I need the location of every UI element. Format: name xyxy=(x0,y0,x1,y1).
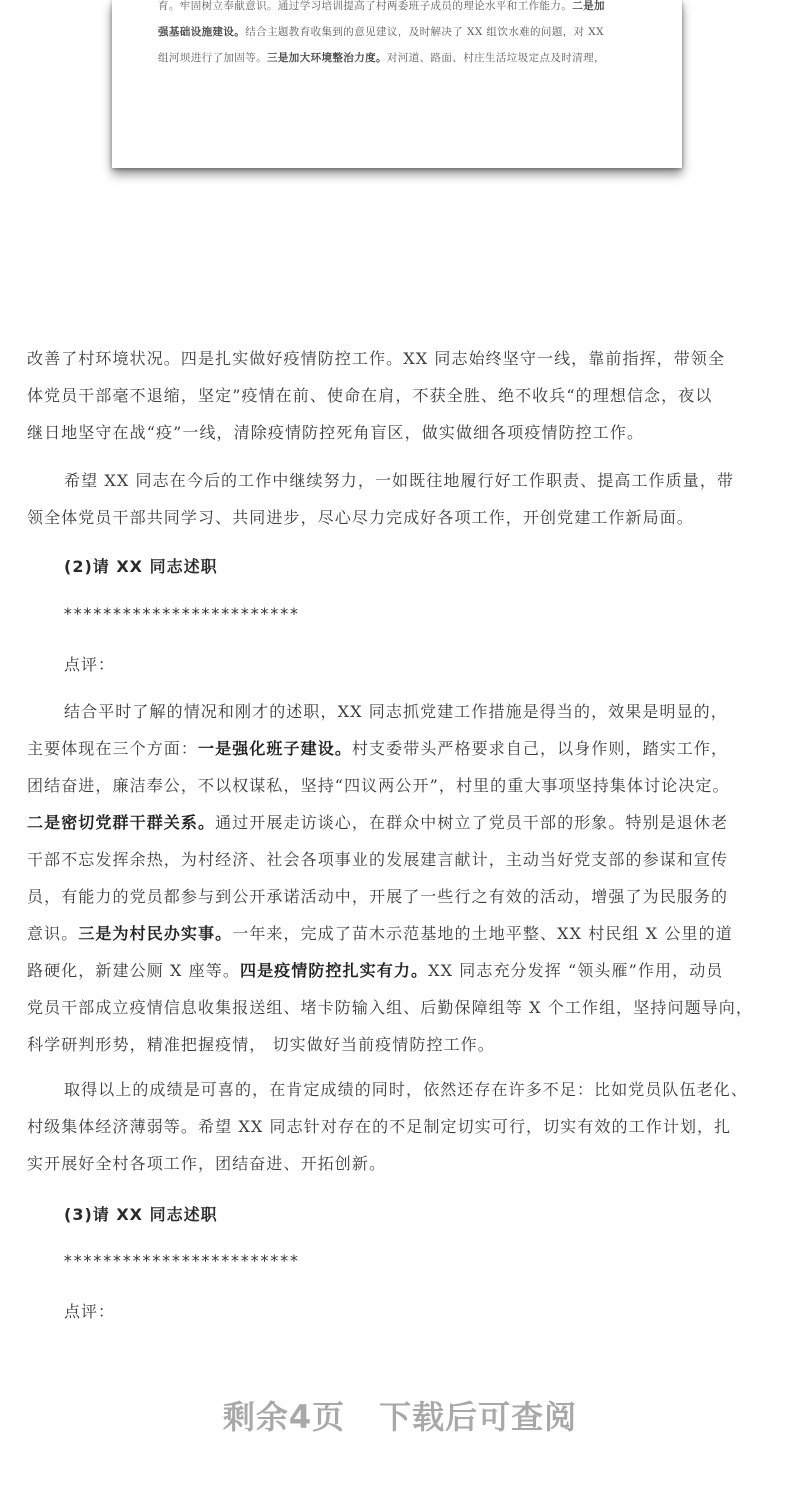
paragraph-line xyxy=(27,952,775,989)
paragraph-line xyxy=(27,915,775,952)
paragraph-line xyxy=(27,878,775,915)
paragraph-line xyxy=(27,767,775,804)
comment-label-2: 点评： xyxy=(64,655,116,674)
paragraph-line xyxy=(27,804,775,841)
text-run: 结合主题教育收集到的意见建议，及时解决了 XX 组饮水难的问题，对 XX xyxy=(245,26,605,38)
paragraph-line xyxy=(27,989,775,1026)
document-preview-card xyxy=(112,0,682,168)
text-run: 干部不忘发挥余热，为村经济、社会各项事业的发展建言献计，主动当好党支部的参谋和宣传 xyxy=(27,850,729,869)
text-run: 结合平时了解的情况和刚才的述职，XX 同志抓党建工作措施是得当的，效果是明显的， xyxy=(64,702,728,721)
preview-line xyxy=(158,45,642,71)
paragraph-comment-2 xyxy=(27,693,775,1063)
preview-line xyxy=(158,19,642,45)
paragraph-line: 村级集体经济薄弱等。希望 XX 同志针对存在的不足制定切实可行，切实有效的工作计划，扎 xyxy=(27,1117,732,1136)
section-heading-2: (2)请 XX 同志述职 xyxy=(64,557,218,576)
text-run: 一年来，完成了苗木示范基地的土地平整、XX 村民组 X 公里的道 xyxy=(232,924,733,943)
preview-card-text xyxy=(158,0,642,71)
text-run: 意识。 xyxy=(27,924,79,943)
bold-keyphrase: 二是加 xyxy=(572,0,605,12)
text-run: 主要体现在三个方面： xyxy=(27,739,199,758)
comment-label-3: 点评： xyxy=(64,1302,116,1321)
download-to-view-text[interactable]: 下载后可查阅 xyxy=(379,1398,578,1436)
paragraph-epidemic-work xyxy=(27,340,775,451)
text-run: 路硬化，新建公厕 X 座等。 xyxy=(27,961,240,980)
paragraph-line: 实开展好全村各项工作，团结奋进、开拓创新。 xyxy=(27,1154,387,1173)
paragraph-line xyxy=(27,841,775,878)
text-run: 通过开展走访谈心，在群众中树立了党员干部的形象。特别是退休老 xyxy=(215,813,729,832)
redacted-stars-3: ************************ xyxy=(63,1251,299,1270)
section-heading-3: (3)请 XX 同志述职 xyxy=(64,1205,218,1224)
remaining-pages-text: 剩余4页 xyxy=(222,1398,346,1436)
paragraph-line: 希望 XX 同志在今后的工作中继续努力，一如既往地履行好工作职责、提高工作质量，带 xyxy=(64,471,735,490)
preview-line xyxy=(158,0,642,19)
paragraph-line xyxy=(27,693,775,730)
paragraph-line: 体党员干部毫不退缩，坚定”疫情在前、使命在肩，不获全胜、绝不收兵“的理想信念，夜以 xyxy=(27,386,713,405)
bold-keyphrase: 二是密切党群干群关系。 xyxy=(27,813,216,832)
paragraph-shortcomings xyxy=(27,1071,775,1182)
paragraph-line: 领全体党员干部共同学习、共同进步，尽心尽力完成好各项工作，开创党建工作新局面。 xyxy=(27,508,694,527)
paragraph-line xyxy=(27,1026,775,1063)
text-run: 员，有能力的党员都参与到公开承诺活动中，开展了一些行之有效的活动，增强了为民服务的 xyxy=(27,887,729,906)
download-prompt-banner[interactable] xyxy=(0,1392,800,1444)
redacted-stars-2: ************************ xyxy=(63,604,299,623)
text-run: 科学研判形势，精准把握疫情， 切实做好当前疫情防控工作。 xyxy=(27,1035,495,1054)
text-run: 团结奋进，廉洁奉公，不以权谋私，坚持“四议两公开”，村里的重大事项坚持集体讨论决定。 xyxy=(27,776,730,795)
paragraph-line: 改善了村环境状况。四是扎实做好疫情防控工作。XX 同志始终坚守一线，靠前指挥，带领全 xyxy=(27,349,726,368)
bold-keyphrase: 四是疫情防控扎实有力。 xyxy=(239,961,429,980)
paragraph-hope xyxy=(27,462,775,536)
bold-keyphrase: 三是加大环境整治力度。 xyxy=(267,52,387,64)
bold-keyphrase: 三是为村民办实事。 xyxy=(78,924,233,943)
text-run: 组河坝进行了加固等。 xyxy=(158,52,267,64)
text-run: 村支委带头严格要求自己，以身作则，踏实工作， xyxy=(351,739,729,758)
bold-keyphrase: 一是强化班子建设。 xyxy=(198,739,352,758)
paragraph-line xyxy=(27,730,775,767)
bold-keyphrase: 强基础设施建设。 xyxy=(158,26,246,38)
text-run: XX 同志充分发挥 “领头雁”作用，动员 xyxy=(428,961,724,980)
text-run: 党员干部成立疫情信息收集报送组、堵卡防输入组、后勤保障组等 X 个工作组，坚持问题导向， xyxy=(27,998,753,1017)
text-run: 育。牢固树立奉献意识。通过学习培训提高了村两委班子成员的理论水平和工作能力。 xyxy=(158,0,573,12)
paragraph-line: 继日地坚守在战“疫”一线，清除疫情防控死角盲区，做实做细各项疫情防控工作。 xyxy=(27,423,645,442)
paragraph-line: 取得以上的成绩是可喜的，在肯定成绩的同时，依然还存在许多不足：比如党员队伍老化、 xyxy=(64,1080,749,1099)
text-run: 对河道、路面、村庄生活垃圾定点及时清理， xyxy=(386,52,605,64)
